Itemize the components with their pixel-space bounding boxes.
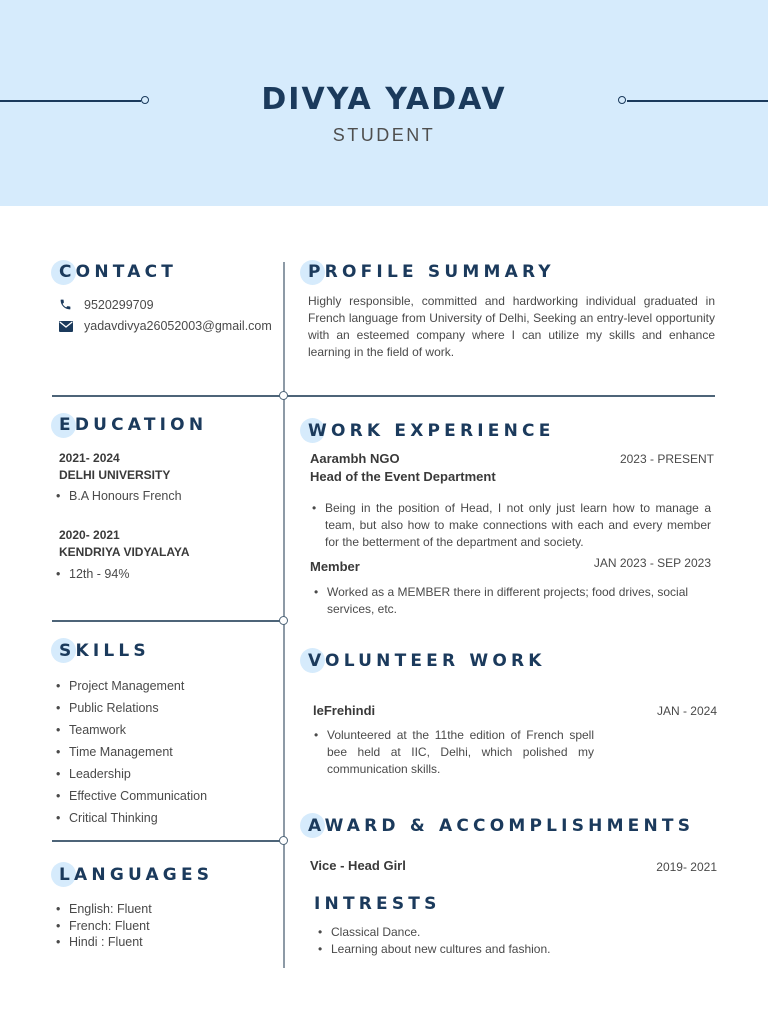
interests-list: [315, 924, 715, 958]
profile-title: PROFILE SUMMARY: [308, 262, 555, 282]
mail-icon: [59, 321, 73, 332]
education-2-detail: • 12th - 94%: [53, 566, 273, 583]
separator-1: [52, 395, 715, 397]
skill-item: • Leadership: [53, 763, 278, 785]
resume-role: STUDENT: [332, 125, 436, 145]
work-date-1: 2023 - PRESENT: [619, 452, 714, 466]
volunteer-org: leFrehindi: [313, 703, 376, 718]
interest-item: • Classical Dance.: [315, 924, 715, 941]
profile-summary: Highly responsible, committed and hardworking individual graduated in French language from University of Delhi, Seeking an entry-level opportunity with an esteemed company where I can utilize my skills and enhance learning in the field of work.: [308, 294, 715, 359]
separator-3-node: [279, 836, 288, 845]
education-1-detail: • B.A Honours French: [53, 488, 273, 505]
volunteer-desc-list: [311, 727, 594, 778]
work-title: WORK EXPERIENCE: [308, 421, 555, 441]
work-date-2: JAN 2023 - SEP 2023: [593, 556, 711, 570]
work-org: Aarambh NGO: [310, 451, 400, 466]
contact-phone: 9520299709: [84, 298, 154, 312]
separator-3: [52, 840, 285, 842]
work-desc-2-list: [311, 584, 717, 618]
interests-title: INTRESTS: [314, 894, 441, 914]
work-role-2: Member: [310, 559, 360, 574]
volunteer-date: JAN - 2024: [656, 704, 717, 718]
skill-item: • Project Management: [53, 675, 278, 697]
education-1-details: [53, 488, 273, 505]
separator-2: [52, 620, 285, 622]
work-desc-2: • Worked as a MEMBER there in different projects; food drives, social services, etc.: [311, 584, 717, 618]
separator-1-node: [279, 391, 288, 400]
work-desc-1: • Being in the position of Head, I not only just learn how to manage a team, but also how to make connections with each and every member for the betterment of the department and society.: [309, 500, 711, 551]
award-item: Vice - Head Girl: [310, 858, 406, 873]
separator-2-node: [279, 616, 288, 625]
skill-item: • Public Relations: [53, 697, 278, 719]
skill-item: • Effective Communication: [53, 785, 278, 807]
header-band: [0, 0, 768, 206]
education-1-school: DELHI UNIVERSITY: [59, 468, 171, 482]
contact-email[interactable]: yadavdivya26052003@gmail.com: [84, 319, 272, 333]
interest-item: • Learning about new cultures and fashion.: [315, 941, 715, 958]
awards-title: AWARD & ACCOMPLISHMENTS: [308, 816, 695, 836]
award-date: 2019- 2021: [656, 860, 717, 874]
languages-list: [53, 901, 278, 951]
column-divider: [283, 262, 285, 968]
language-item: • Hindi : Fluent: [53, 934, 278, 951]
education-2-years: 2020- 2021: [59, 528, 120, 542]
education-2-school: KENDRIYA VIDYALAYA: [59, 545, 190, 559]
resume-name: DIVYA YADAV: [261, 82, 507, 117]
language-item: • English: Fluent: [53, 901, 278, 918]
languages-title: LANGUAGES: [59, 865, 214, 885]
education-1-years: 2021- 2024: [59, 451, 120, 465]
work-role-1: Head of the Event Department: [310, 469, 496, 484]
contact-title: CONTACT: [59, 262, 178, 282]
phone-icon: [59, 298, 72, 311]
language-item: • French: Fluent: [53, 918, 278, 935]
skills-title: SKILLS: [59, 641, 150, 661]
skills-list: [53, 675, 278, 829]
education-2-details: [53, 566, 273, 583]
education-title: EDUCATION: [59, 415, 208, 435]
work-desc-1-list: [309, 500, 711, 551]
skill-item: • Teamwork: [53, 719, 278, 741]
skill-item: • Time Management: [53, 741, 278, 763]
volunteer-title: VOLUNTEER WORK: [308, 651, 546, 671]
skill-item: • Critical Thinking: [53, 807, 278, 829]
volunteer-desc: • Volunteered at the 11the edition of French spell bee held at IIC, Delhi, which polished my communication skills.: [311, 727, 594, 778]
